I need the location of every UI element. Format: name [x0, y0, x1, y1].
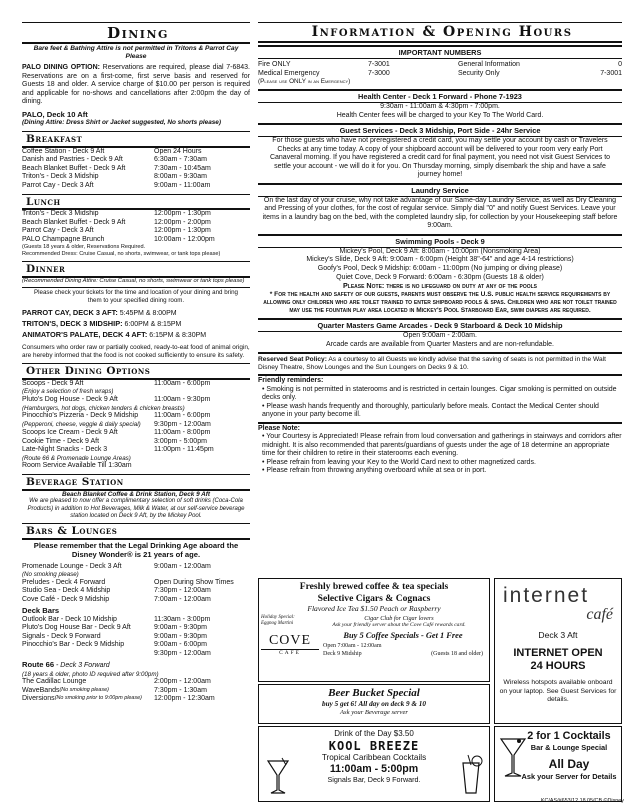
pools-heading: Swimming Pools - Deck 9: [258, 234, 622, 248]
venue-name: (Pepperoni, cheese, veggie & daily special): [22, 420, 141, 428]
internet-deck: Deck 3 Aft: [538, 630, 578, 641]
health-center-heading: Health Center - Deck 1 Forward - Phone 7-1923: [258, 89, 622, 103]
schedule-row: [22, 219, 250, 228]
dinner-note: (Recommended Dining Attire: Cruise Casual, no shorts, swimwear or tank tops please): [22, 277, 245, 284]
lounge-list: [22, 563, 250, 605]
venue-note: (No smoking please): [59, 686, 109, 693]
schedule-row: [22, 182, 250, 191]
two-for-one-allday: All Day: [548, 757, 590, 772]
venue-name: Diversions: [22, 695, 55, 703]
two-for-one-ad: [494, 726, 622, 802]
reserved-text: As a courtesy to all Guests we kindly advise that the saving of seats is not permitted in the Walt Disney Theatre, Show Lounges and the Sun Loungers on Decks 9 & 10.: [258, 356, 606, 372]
venue-hours: 11:00pm - 11:45pm: [154, 446, 214, 454]
cove-line-5: Ask your friendly server about the Cove Café rewards card.: [332, 622, 466, 629]
dinner-tritons-times: 6:00PM & 8:15PM: [122, 321, 182, 329]
list-note: (Hamburgers, hot dogs, chicken tenders & chicken breasts): [22, 404, 185, 412]
schedule-row: [22, 446, 250, 455]
list-note: (Route 66 & Promenade Lounge Areas): [22, 454, 131, 462]
schedule-row: [22, 438, 250, 447]
schedule-row: [22, 678, 250, 687]
schedule-row: [22, 616, 250, 625]
venue-name: Promenade Lounge - Deck 3 Aft: [22, 562, 122, 570]
schedule-row: [22, 579, 250, 588]
venue-hours: 9:00am - 6:00pm: [154, 641, 207, 649]
venue-hours: 9:30pm - 12:00am: [154, 420, 211, 428]
wireless-note: Wireless hotspots available onboard on your laptop. See Guest Services for details.: [499, 679, 617, 703]
venue-hours: 11:30am - 3:00pm: [154, 615, 211, 623]
internet-cafe-ad: [494, 578, 622, 724]
attire-note: Bare feet & Bathing Attire is not permitted in Tritons & Parrot Cay Please: [33, 45, 239, 61]
venue-hours: 7:00am - 12:00am: [154, 595, 211, 603]
ads-area: [258, 578, 622, 806]
dinner-tickets: Please check your tickets for the time and location of your dining and bring them to your specified dining room.: [22, 287, 250, 305]
kool-drink-of-day: Drink of the Day $3.50: [334, 729, 414, 738]
health-fees: Health Center fees will be charged to your Key To The World Card.: [336, 111, 544, 119]
schedule-row: [22, 687, 250, 696]
schedule-row: [22, 596, 250, 605]
venue-name: Parrot Cay - Deck 3 Aft: [22, 182, 94, 189]
drinking-age: Please remember that the Legal Drinking Age aboard the Disney Wonder® is 21 years of age.: [33, 541, 239, 560]
venue-name: Scoops - Deck 9 Aft: [22, 379, 84, 387]
deck-bars-heading: Deck Bars: [22, 606, 60, 616]
route66-label: Route 66: [22, 660, 55, 670]
laundry-text: On the last day of your cruise, why not take advantage of our Same-day Laundry Service, as well as Dry Cleaning and Pressing of your clothes, for the cost of regular service. Simply dial "0" and notify Guest Services. Leave your items in a laundry bag on the bed, with the completed laundry slip, for collection by your Housekeeping staff before 9:00am.: [262, 196, 618, 230]
schedule-row: [22, 165, 250, 174]
dinner-parrot-times: 5:45PM & 8:00PM: [117, 310, 177, 318]
venue-hours: 12:00pm - 1:30pm: [154, 210, 211, 218]
venue-name: Coffee Station - Deck 9 Aft: [22, 147, 105, 155]
cove-holiday: Holiday Special: Eggnog Martini: [261, 614, 295, 626]
venue-name: [22, 650, 154, 659]
venue-hours: 12:00pm - 12:30am: [154, 695, 215, 703]
venue-name: The Cadillac Lounge: [22, 678, 87, 686]
tropical-drink-icon: [457, 753, 485, 797]
venue-hours: 11:00am - 8:00pm: [154, 429, 211, 437]
schedule-row: [22, 624, 250, 633]
schedule-row: [22, 210, 250, 219]
number-value: 7-3001: [600, 69, 622, 77]
schedule-row: [22, 563, 250, 572]
kool-name: KOOL BREEZE: [328, 738, 420, 753]
venue-name: Scoops Ice Cream - Deck 9 Aft: [22, 429, 118, 437]
cove-line-3: Flavored Ice Tea $1.50 Peach or Raspberry: [307, 604, 441, 614]
note-item: • Please refrain from throwing anything overboard while at sea or in port.: [262, 467, 487, 475]
venue-name: Outlook Bar - Deck 10 Midship: [22, 615, 117, 623]
schedule-row: [22, 396, 250, 405]
notes-list: [258, 433, 622, 476]
palo-line: PALO, Deck 10 Aft: [22, 110, 88, 120]
venue-name: Triton's - Deck 3 Midship: [22, 173, 99, 181]
lunch-list: [22, 210, 250, 244]
venue-hours: [154, 462, 250, 471]
cove-line-2: Selective Cigars & Cognacs: [317, 592, 431, 604]
numbers-table: [258, 61, 622, 78]
dinner-heading: Dinner: [22, 261, 250, 278]
pools-list: [258, 248, 622, 282]
schedule-row: [22, 421, 250, 430]
route66-note: (18 years & older, photo ID required after 9:00pm): [22, 670, 159, 678]
venue-name: Studio Sea - Deck 4 Midship: [22, 587, 111, 595]
schedule-row: [22, 462, 250, 471]
venue-name: Cove Café - Deck 9 Midship: [22, 595, 110, 603]
kool-breeze-ad: [258, 726, 490, 802]
kool-location: Signals Bar, Deck 9 Forward.: [327, 775, 421, 785]
venue-name: Pluto's Dog House - Deck 9 Aft: [22, 396, 118, 403]
pool-item: Goofy's Pool, Deck 9 Midship: 6:00am - 11:00pm (No jumping or diving please): [317, 265, 563, 273]
cove-cafe-ad: [258, 578, 490, 682]
info-heading: Information & Opening Hours: [258, 22, 622, 43]
route66-list: [22, 678, 250, 704]
beverage-sub: Beach Blanket Coffee & Drink Station, Deck 9 Aft: [61, 490, 211, 498]
breakfast-list: [22, 148, 250, 191]
reminder-item: • Please wash hands frequently and thoroughly, particularly before meals. Contact the Medical Center should anyone in your party become ill.: [262, 402, 599, 419]
venue-hours: Open 24 Hours: [154, 147, 202, 155]
venue-name: Pinocchio's Bar - Deck 9 Midship: [22, 641, 125, 649]
venue-hours: 3:00pm - 5:00pm: [154, 437, 207, 445]
beverage-heading: Beverage Station: [22, 474, 250, 491]
health-hours: 9:30am - 11:00am & 4:30pm - 7:00pm.: [380, 103, 500, 111]
cove-age: (Guests 18 and older): [431, 650, 483, 657]
schedule-row: [22, 412, 250, 421]
venue-hours: 12:00pm - 1:30pm: [154, 227, 211, 235]
beverage-text: We are pleased to now offer a complimentary selection of soft drinks (Coca-Cola Products) in addition to Hot Beverages, Milk & Water, at our self-service beverage station located on Deck 9 Aft, by the Mickey Pool.: [27, 498, 245, 520]
lifeguard-note: Please Note: there is no lifeguard on duty at any of the pools: [342, 281, 538, 291]
venue-name: Pluto's Dog House Bar - Deck 9 Aft: [22, 624, 131, 632]
venue-hours: 9:00am - 11:00am: [154, 182, 211, 189]
cove-line-6: Buy 5 Coffee Specials - Get 1 Free: [343, 631, 463, 641]
venue-name: WaveBands: [22, 686, 60, 694]
list-note: (No smoking please): [22, 571, 79, 579]
beer-title: Beer Bucket Special: [328, 687, 420, 699]
venue-hours: 12:00pm - 2:00pm: [154, 218, 211, 226]
lunch-note-2: Recommended Dress: Cruise Casual, no shorts, swimwear, or tank tops please): [22, 251, 221, 258]
number-label: Medical Emergency: [258, 69, 320, 77]
dinner-animators-label: ANIMATOR'S PALATE, DECK 4 AFT:: [22, 330, 148, 340]
schedule-row: [22, 156, 250, 165]
venue-name: Parrot Cay - Deck 3 Aft: [22, 227, 94, 235]
schedule-row: [22, 236, 250, 245]
pool-item: Mickey's Slide, Deck 9 Aft: 9:00am - 6:00pm (Height 38"-64" and age 4-14 restrictions): [306, 256, 574, 264]
note-item: • Your Courtesy is Appreciated! Please refrain from loud conversation and gatherings in stairways and corridors after midnight. It is also recommended that parents/guardians of guests under the age of 18 determine an appropriate time for their children to retire in their staterooms each evening.: [262, 433, 622, 458]
list-note: (Enjoy a selection of fresh wraps): [22, 388, 114, 396]
cove-logo: COVE CAFÉ: [261, 632, 319, 657]
schedule-row: [22, 429, 250, 438]
route66-deck: - Deck 3 Forward: [54, 662, 110, 670]
beer-bucket-ad: [258, 684, 490, 724]
left-column: [22, 22, 250, 704]
schedule-row: [22, 227, 250, 236]
reminder-item: • Smoking is not permitted in staterooms and is restricted in certain lounges. Cigar smoking is permitted on outside decks only.: [262, 385, 617, 402]
venue-hours: 7:30pm - 1:30am: [154, 686, 207, 694]
venue-hours: 8:00am - 9:30am: [154, 173, 207, 181]
note-item: • Please refrain from leaving your Key to the World Card next to other magnetized cards.: [262, 458, 536, 466]
venue-hours: 9:00am - 12:00am: [154, 562, 211, 570]
internet-title: internet: [503, 584, 590, 607]
important-numbers-heading: IMPORTANT NUMBERS: [258, 45, 622, 59]
kool-tropical: Tropical Caribbean Cocktails: [321, 753, 427, 763]
venue-hours: 9:00am - 9:30pm: [154, 624, 207, 632]
arcade-cards: Arcade cards are available from Quarter Masters and are non-refundable.: [325, 340, 554, 348]
venue-name: PALO Champagne Brunch: [22, 235, 105, 243]
friendly-heading: Friendly reminders:: [258, 374, 622, 386]
number-label: Security Only: [458, 69, 500, 77]
venue-name: Preludes - Deck 4 Forward: [22, 578, 106, 586]
internet-hours: 24 HOURS: [530, 660, 586, 673]
schedule-row: [22, 633, 250, 642]
lunch-note-1: (Guests 18 years & older, Reservations Required.: [22, 244, 146, 251]
schedule-row: [22, 641, 250, 650]
schedule-row: [22, 173, 250, 182]
breakfast-heading: Breakfast: [22, 131, 250, 148]
venue-hours: 6:30am - 7:30am: [154, 156, 207, 164]
guest-services-text: For those guests who have not preregistered a credit card, you may settle your account by cash or Travelers Checks at any time today. A copy of your shipboard account will be delivered to your room very early Port Canaveral morning. If you have registered a credit card for final payment, you need not visit Guest Services to settle your account - we will do it for you. On Thursday morning, simply disembark the ship and have a safe journey home!: [269, 137, 611, 179]
number-label: General Information: [458, 61, 520, 69]
number-value: 7-3001: [368, 61, 390, 69]
cove-hours: Open 7:00am - 12:00am: [323, 643, 382, 650]
venue-name: Triton's - Deck 3 Midship: [22, 210, 99, 218]
venue-hours: 11:00am - 6:00pm: [154, 379, 211, 387]
palo-label: PALO DINING OPTION:: [22, 64, 100, 72]
venue-hours: Open During Show Times: [154, 578, 234, 586]
arcade-hours: Open 9:00am - 2:00am.: [403, 331, 477, 339]
pool-item: Mickey's Pool, Deck 9 Aft: 8:00am - 10:00pm (Nonsmoking Area): [339, 247, 541, 255]
please-note-heading: Please Note:: [258, 422, 622, 434]
venue-name: Late-Night Snacks - Deck 3: [22, 446, 108, 454]
two-for-one-ask: Ask your Server for Details: [521, 771, 617, 781]
venue-note: (No smoking prior to 9:00pm please): [54, 695, 142, 702]
venue-hours: 10:00am - 12:00pm: [154, 235, 215, 243]
schedule-row: [22, 148, 250, 157]
venue-name: Beach Blanket Buffet - Deck 9 Aft: [22, 164, 126, 172]
venue-hours: 9:30pm - 12:00am: [154, 649, 211, 657]
dining-heading: Dining: [22, 22, 250, 44]
venue-name: Signals - Deck 9 Forward: [22, 632, 101, 640]
cafe-title: café: [586, 605, 613, 623]
venue-hours: 7:30pm - 12:00am: [154, 587, 211, 595]
venue-name: Beach Blanket Buffet - Deck 9 Aft: [22, 218, 126, 226]
pool-item: Quiet Cove, Deck 9 Forward: 6:00am - 6:30pm (Guests 18 & older): [336, 273, 544, 281]
venue-hours: 2:00pm - 12:00am: [154, 678, 211, 686]
cove-line-1: Freshly brewed coffee & tea specials: [299, 581, 449, 592]
schedule-row: [22, 650, 250, 659]
schedule-row: [22, 587, 250, 596]
right-column: [258, 22, 622, 785]
cove-line-4: Cigar Club for Cigar lovers: [364, 614, 434, 622]
dinner-animators-times: 6:15PM & 8:30PM: [147, 332, 207, 340]
two-for-one-title: 2 for 1 Cocktails: [527, 730, 611, 742]
pool-safety: * For the health and safety of our guests, parents must observe the U.S. public health service requirements by allowing only children who are toilet trained to enter shipboard pools & spas. Children who are not toilet trained may use the fountain play area located in Mickey's Pool Starboard Ear, swim diapers are required.: [263, 290, 617, 314]
arcade-heading: Quarter Masters Game Arcades - Deck 9 Starboard & Deck 10 Midship: [258, 318, 622, 332]
other-dining-list: [22, 380, 250, 471]
venue-hours: 11:00am - 6:00pm: [154, 412, 211, 420]
lunch-heading: Lunch: [22, 194, 250, 211]
two-for-one-sub: Bar & Lounge Special: [530, 743, 608, 753]
guest-services-heading: Guest Services - Deck 3 Midship, Port Side - 24hr Service: [258, 123, 622, 137]
number-value: 0: [618, 61, 622, 69]
radio-note: (Please use ONLY in an Emergency): [258, 78, 351, 86]
beer-ask: Ask your Beverage server: [340, 709, 408, 717]
dinner-tritons-label: TRITON'S, DECK 3 MIDSHIP:: [22, 319, 123, 329]
reminders-list: [258, 386, 622, 420]
palo-attire: (Dining Attire: Dress Shirt or Jacket suggested, No shorts please): [22, 119, 221, 127]
venue-name: Pinocchio's Pizzeria - Deck 9 Midship: [22, 412, 139, 420]
dinner-parrot-label: PARROT CAY, DECK 3 AFT:: [22, 308, 118, 318]
number-row: [258, 61, 622, 70]
number-row: [258, 70, 622, 79]
venue-hours: 7:30am - 10:45am: [154, 164, 211, 172]
beer-offer: buy 5 get 6! All day on deck 9 & 10: [322, 700, 426, 709]
martini-glass-icon: [499, 735, 527, 779]
schedule-row: [22, 380, 250, 389]
venue-hours: 11:00am - 9:30pm: [154, 396, 211, 403]
venue-hours: 9:00am - 9:30pm: [154, 632, 207, 640]
palo-text: Reservations are required, please dial 7-6843. Reservations are on a first-come, first serve basis and reserved for Guests 18 and older. A service charge of $10.00 per person is required and applicable for no-shows and cancellations after 2:00pm the day of dining.: [22, 64, 251, 106]
internet-open: INTERNET OPEN: [513, 646, 603, 659]
other-dining-heading: Other Dining Options: [22, 363, 250, 380]
reserved-label: Reserved Seat Policy:: [258, 356, 327, 364]
venue-name: Room Service Available Till 1:30am: [22, 462, 132, 470]
cove-deck: Deck 9 Midship: [323, 650, 362, 657]
bars-heading: Bars & Lounges: [22, 523, 250, 540]
kool-hours: 11:00am - 5:00pm: [329, 763, 419, 776]
venue-name: Danish and Pastries - Deck 9 Aft: [22, 156, 123, 164]
schedule-row: [22, 695, 250, 704]
cocktail-glass-icon: [265, 757, 291, 797]
deck-bars-list: [22, 616, 250, 659]
number-value: 7-3000: [368, 69, 390, 77]
number-label: Fire ONLY: [258, 61, 291, 69]
footer-code: KC/AS/#653/12.18.05/CB ©Disney: [540, 798, 624, 804]
laundry-heading: Laundry Service: [258, 183, 622, 197]
venue-name: Cookie Time - Deck 9 Aft: [22, 437, 100, 445]
consumer-advisory: Consumers who order raw or partially cooked, ready-to-eat food of animal origin, are hereby informed that the food is not cooked sufficiently to ensure its safety.: [22, 344, 250, 360]
